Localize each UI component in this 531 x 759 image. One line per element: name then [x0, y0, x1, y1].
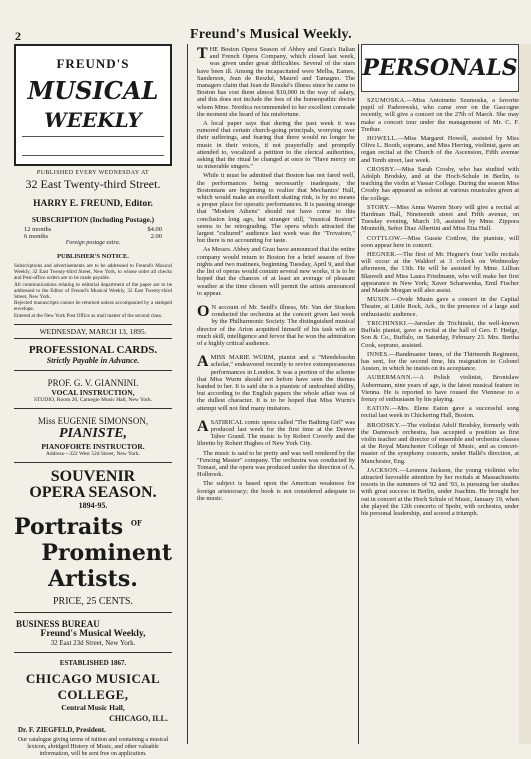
paragraph-text: SATIRICAL comic opera called "The Bathing Girl" was produced last week for the first time at the Denver Tabor Grand. The music is by Robert Coverly and the libretto by Robert Hughes of New York City.	[197, 418, 355, 448]
notice-heading: PUBLISHER'S NOTICE.	[57, 253, 129, 260]
notice-para: All communications relating to editorial department of the paper are to be addressed to the Editor of Freund's Musical Weekly, 32 East Twenty-third Street, New York.	[14, 281, 172, 301]
personals-title: PERSONALS	[362, 55, 518, 81]
personal-name: HOWELL.	[367, 135, 398, 143]
divider	[14, 462, 172, 463]
article-paragraph: As Messrs. Abbey and Grau have announced that the entire company would return to Boston for a brief season of five nights and two matinees, beginning Tuesday, April 9, and that the list of operas would contain several new works, it is to be hoped that the chances of at least an average of pleasant weather at the time chosen will permit the artists announced to appear.	[197, 246, 355, 297]
giannini-name: PROF. G. V. GIANNINI.	[47, 377, 139, 388]
middle-column	[197, 46, 355, 504]
postage-note: Foreign postage extra.	[65, 240, 121, 246]
notice-para: Entered at the New York Post Office as mail matter of the second class.	[14, 312, 163, 319]
adjacent-page-edge	[519, 44, 531, 744]
of-word: OF	[130, 518, 142, 528]
personal-item	[361, 374, 519, 403]
divider	[14, 338, 172, 339]
personal-text: —Bandmaster Innes, of the Thirteenth Regiment, has sent, for the second time, his resignation to Colonel Austen, in which he insists on its acceptance.	[361, 350, 519, 373]
office-address: 32 East Twenty-third Street.	[25, 177, 161, 191]
college-name: CHICAGO MUSICAL COLLEGE,	[25, 670, 161, 702]
left-column	[14, 44, 172, 758]
subscription-rates	[24, 226, 162, 240]
personal-item	[361, 251, 519, 294]
simonson-role: PIANISTE,	[58, 425, 128, 441]
personal-item	[361, 467, 519, 517]
college-catalogue: Our catalogue giving terms of tuition and containing a musical lexicon, abridged History of Music, and other valuable information, will be sent free on application.	[17, 736, 169, 757]
personal-name: CROSBY.	[367, 165, 396, 173]
personal-item	[361, 97, 519, 133]
personal-text: —Ovide Musin gave a concert in the Capital Theatre, at Little Rock, Ark., in the presence of a large and enthusiastic audience.	[361, 296, 519, 318]
notice-para: Subscriptions and advertisements are to be addressed to Freund's Musical Weekly, 32 East Twenty-third Street, New York, to whose order all checks and Post-office orders are to be made payable.	[14, 263, 172, 282]
portraits-heading	[14, 514, 172, 540]
personal-item	[361, 405, 519, 419]
souvenir-line2: OPERA SEASON.	[29, 483, 157, 501]
masthead-flourish	[22, 136, 164, 156]
personal-text: —The first of Mr. Hegner's four 'cello recitals will occur at the Waldorf at 3 o'clock on Wednesday afternoon, the 13th. He will be assisted by Mme. Lillian Blauvelt and Miss Laura Friedmann, who will make her first appearance in New York; Xaver Scharwenka, Emil Fischer and Maude Morgan will also assist.	[361, 251, 519, 295]
paragraph-text: MISS MARIE WURM, pianist and a "Mendelssohn scholar," endeavored recently to revive extemporaneous performances in London. It was a portion of the scheme that Miss Wurm should not before have seen the themes handed to her. It is said she is a pianiste of undoubted ability, but according to the English papers the whole affair was of the dullest character. It is to be hoped that Miss Wurm's attempt will not find many imitators.	[197, 354, 355, 412]
simonson-address: Address—322 West 52d Street, New York.	[45, 450, 141, 457]
personal-name: COTTLOW.	[367, 234, 402, 242]
giannini-address: STUDIO, Room 26, Carnegie Music Hall, New York.	[33, 396, 153, 403]
personal-name: STORY.	[367, 203, 391, 211]
cards-title: PROFESSIONAL CARDS.	[28, 343, 158, 356]
personal-item	[361, 204, 519, 233]
personal-item	[361, 320, 519, 349]
paragraph-text: N account of Mr. Seidl's illness, Mr. Van der Stucken conducted the orchestra at the concert given last week by the Philharmonic Society. The distinguished musical director of the Arion acquitted himself of his task with so much skill, intelligence and fervor that he won the admiration of a highly critical audience.	[197, 303, 355, 347]
personal-name: INNES.	[367, 350, 390, 358]
article-paragraph: While it must be admitted that Boston has not fared well, the performances being necessarily inadequate, the Bostonians are beginning to realize that Mechanics' Hall, which would make an excellent skating rink, is by no means a proper place for operatic performances. It is passing strange that "Modern Athens" should not have come to this conclusion long ago, but stranger still, "musical Boston" seems to be retrograding. The opera which attracted the largest "cultured" audience last week was the "Trovatore," but there is no accounting for taste.	[197, 172, 355, 245]
personal-item	[361, 422, 519, 465]
season-years: 1894-95.	[78, 500, 108, 510]
college-president: Dr. F. ZIEGFELD, President.	[18, 725, 106, 734]
cards-subtitle: Strictly Payable in Advance.	[46, 355, 140, 365]
drop-cap: A	[197, 417, 209, 435]
editor-line: HARRY E. FREUND, Editor.	[33, 199, 153, 209]
personal-name: EATON.	[367, 405, 392, 413]
divider	[14, 612, 172, 613]
divider	[14, 652, 172, 653]
artists-heading: Artists.	[48, 565, 138, 592]
rate-label: 6 months	[24, 233, 49, 240]
personal-text: —Mrs. Elene Eaton gave a successful song recital last week in Chickering Hall, Boston.	[361, 405, 519, 420]
personal-item	[361, 235, 519, 249]
personal-item	[361, 135, 519, 164]
personal-name: AUBERMANN.	[367, 374, 413, 382]
column-divider	[358, 44, 359, 744]
published-line: PUBLISHED EVERY WEDNESDAY AT	[36, 170, 150, 176]
notice-para: Rejected manuscripts cannot be returned unless accompanied by a stamped envelope.	[14, 300, 172, 313]
running-head: Freund's Musical Weekly.	[190, 27, 352, 42]
personal-name: TRICHINSKI.	[367, 319, 409, 327]
drop-cap: O	[197, 302, 210, 320]
personal-name: JACKSON.	[367, 466, 400, 474]
rate-price: 2.00	[150, 233, 162, 240]
portraits-word: Portraits	[14, 513, 124, 540]
giannini-role: VOCAL INSTRUCTION,	[51, 387, 135, 397]
rate-label: 12 months	[24, 226, 52, 233]
subscription-heading: SUBSCRIPTION (Including Postage.)	[31, 215, 155, 224]
personal-item	[361, 166, 519, 202]
masthead-line3: WEEKLY	[44, 108, 142, 132]
drop-cap: T	[197, 45, 208, 62]
personal-text: —Miss Gussie Cottlow, the pianiste, will soon appear here in concert.	[361, 234, 519, 249]
divider	[14, 370, 172, 371]
article-paragraph	[197, 419, 355, 448]
notice-text	[14, 263, 172, 319]
souvenir-price: PRICE, 25 CENTS.	[52, 595, 133, 607]
souvenir-line1: SOUVENIR	[50, 467, 136, 485]
bureau-address: 32 East 23d Street, New York.	[50, 638, 136, 647]
page-number: 2	[15, 29, 21, 43]
personal-text: —Miss Antoinette Szumoska, a favorite pupil of Paderewski, who came over on the Gascogne recently, will give a concert on the 27th of March. She may make a concert tour under the management of Mr. C. F. Tretbar.	[361, 97, 519, 133]
personal-text: —Miss Margaret Howell, assisted by Miss Olive L. Booth, soprano, and Miss Herring, violinist, gave an organ recital at the Church of the Ascension, Fifth avenue and Tenth street, last week.	[361, 135, 519, 164]
personal-text: —The violinist Adolf Brodsky, formerly with the Damrosch orchestra, has accepted a position as first violin teacher and director of ensemble and orchestra classes at the Royal Manchester College of Music, and as concert-master of the symphony concerts, under Hallé's direction, at Manchester, Eng.	[361, 421, 519, 465]
college-hall: Central Music Hall,	[61, 702, 125, 712]
drop-cap: A	[197, 353, 209, 371]
personal-name: MUSIN.	[367, 296, 391, 304]
prominent-heading: Prominent	[41, 539, 172, 566]
college-established: ESTABLISHED 1867.	[59, 658, 127, 667]
personals-banner	[361, 44, 519, 92]
personal-text: —Miss Sarah Crosby, who has studied with Adolph Brodsky, and at the Hoch-Schule in Berlin, is teaching the violin at Vassar College. During the season Miss Crosby has appeared as soloist at various musicales given at the college.	[361, 165, 519, 202]
article-paragraph	[197, 46, 355, 118]
divider	[14, 408, 172, 409]
bureau-title: BUSINESS BUREAU	[16, 618, 100, 629]
issue-date: WEDNESDAY, MARCH 13, 1895.	[39, 326, 147, 336]
article-paragraph: The music is said to be pretty and was well rendered by the "Fencing Master" company. The orchestra was conducted by Tomasi, and the opera was produced under the direction of A. Holbrook.	[197, 449, 355, 479]
masthead-logo	[14, 44, 172, 166]
bureau-name: Freund's Musical Weekly,	[40, 628, 146, 639]
article-paragraph: A local paper says that during the past week it was rumored that certain church-going principals, worrying over their sufferings, and fearing that there would no longer be music in their voices, if not prayerfully and promptly attended to, vocalized a petition to the clerical authorities, asking that the ritual be changed at once to "Have mercy on us miserable singers."	[197, 120, 355, 171]
rate-price: $4.00	[147, 226, 162, 233]
simonson-instruction: PIANOFORTE INSTRUCTOR.	[41, 441, 145, 451]
simonson-name: Miss EUGENIE SIMONSON,	[37, 415, 149, 426]
personal-name: SZUMOSKA.	[367, 97, 407, 104]
personal-item	[361, 296, 519, 318]
personal-text: —Leonora Jackson, the young violinist who attracted favorable attention by her recitals at Massachusetts resorts in the summers of '92 and '93, is pursuing her studies with great success in Berlin, under Joachim. He brought her out in concert at the Hoch Schule of Music, January 19, when she played the 12th concerto of Spohr, with orchestra, under his personal leadership, and scored a triumph.	[361, 466, 519, 517]
personal-text: —Jaroslav de Trichinski, the well-known Buffalo pianist, gave a recital at the hall of Geo. F. Hedge, Son & Co., Buffalo, on Saturday, February 23. Mrs. Bertha Cook, soprano, assisted.	[361, 319, 519, 349]
masthead-line2: MUSICAL	[27, 76, 159, 105]
article-paragraph: The subject is based upon the American weakness for foreign aristocracy; the book is not considered adequate to the music.	[197, 480, 355, 502]
article-paragraph	[197, 304, 355, 347]
personal-name: BRODSKY.	[367, 421, 401, 429]
personal-text: —Miss Anna Warren Story will give a recital at Hardman Hall, Nineteenth street and Fifth avenue, on Tuesday evening, March 19, assisted by Mme. Zippora Monteith, Señor Diaz Albertini and Miss Etta Hull.	[361, 203, 519, 233]
personal-text: —A Polish violinist, Bronislaw Aubermann, nine years of age, is the latest musical feature in Vienna. He is reported to have roused the Viennese to a frenzy of enthusiasm by his playing.	[361, 374, 519, 403]
personal-item	[361, 351, 519, 373]
right-column	[361, 44, 519, 519]
paragraph-text: HE Boston Opera Season of Abbey and Grau's Italian and French Opera Company, which closed last week, was given under great difficulties. Several of the stars have been ill. Among the incapacitated were Melba, Eames, Sanderson, Jean de Reszké, Maurel and Tamagno. The managers claim that Jean de Reszké's illness since he came to Boston has cost them almost $10,000 in the way of salary, and this does not include the fees of the homeopathic doctor whom Mme. Nordica recommended to her excellent comrade the moment she heard of his misfortune.	[197, 46, 355, 118]
college-city: CHICAGO, ILL.	[109, 713, 168, 723]
column-divider	[187, 44, 188, 744]
article-paragraph	[197, 354, 355, 412]
personal-name: HEGNER.	[367, 251, 397, 259]
masthead-line1: FREUND'S	[56, 56, 130, 71]
